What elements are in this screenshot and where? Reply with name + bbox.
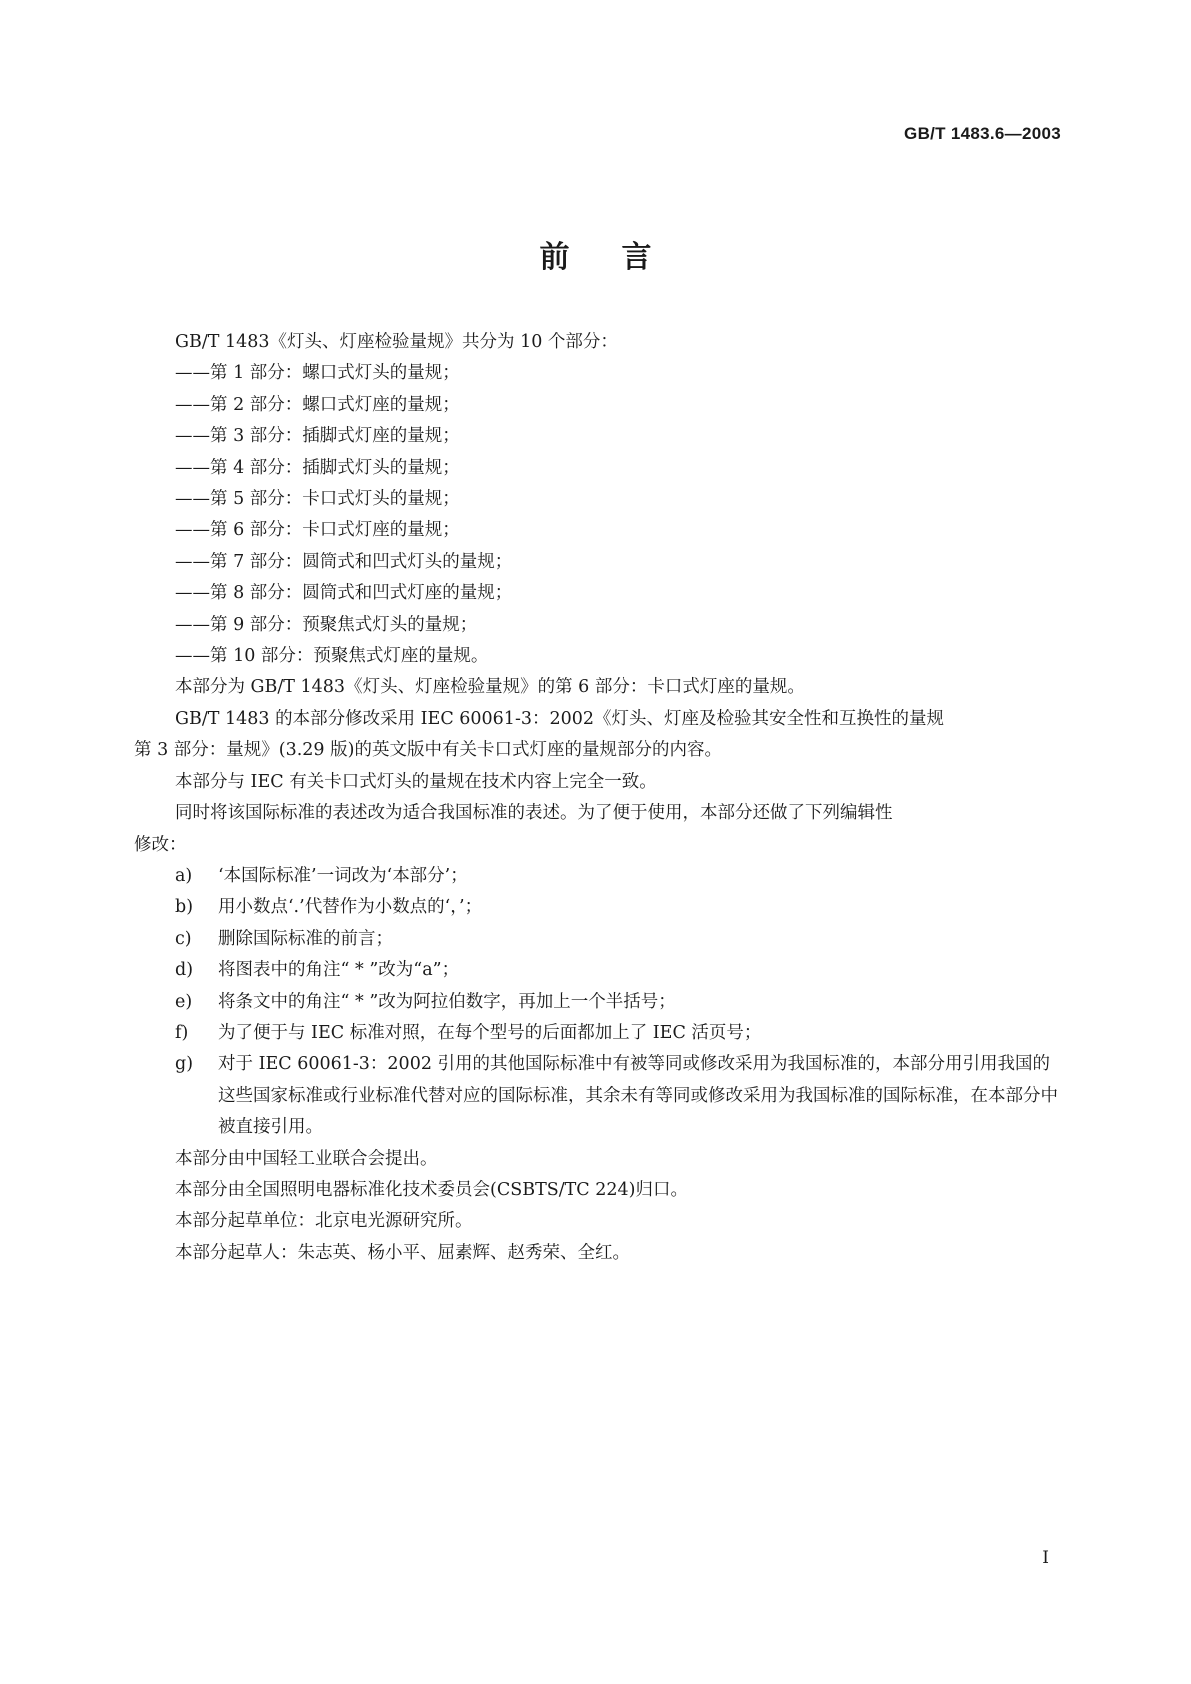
edit-item-marker: e)	[175, 991, 193, 1012]
edit-item-text: 为了便于与 IEC 标准对照，在每个型号的后面都加上了 IEC 活页号；	[218, 1022, 762, 1043]
part-item: ——第 3 部分：插脚式灯座的量规；	[175, 426, 460, 447]
edit-item-marker: b)	[175, 897, 194, 918]
edit-item-marker: d)	[175, 960, 194, 981]
edit-item	[134, 955, 1062, 986]
part-item: ——第 9 部分：预聚焦式灯头的量规；	[175, 614, 478, 635]
page-title: 前言	[539, 240, 704, 275]
drafters-paragraph: 本部分起草人：朱志英、杨小平、屈素辉、赵秀荣、全红。	[175, 1242, 630, 1263]
proposed-paragraph: 本部分由中国轻工业联合会提出。	[175, 1148, 438, 1169]
this-part-paragraph: 本部分为 GB/T 1483《灯头、灯座检验量规》的第 6 部分：卡口式灯座的量规。	[175, 677, 805, 698]
part-item: ——第 5 部分：卡口式灯头的量规；	[175, 489, 460, 510]
edit-item	[134, 861, 1062, 892]
adoption-paragraph-line1: GB/T 1483 的本部分修改采用 IEC 60061-3：2002《灯头、灯座及检验其安全性和互换性的量规	[175, 708, 945, 729]
part-item: ——第 4 部分：插脚式灯头的量规；	[175, 457, 460, 478]
centralized-paragraph: 本部分由全国照明电器标准化技术委员会(CSBTS/TC 224)归口。	[175, 1179, 688, 1200]
adoption-paragraph-line2: 第 3 部分：量规》(3.29 版)的英文版中有关卡口式灯座的量规部分的内容。	[134, 740, 722, 761]
part-item: ——第 6 部分：卡口式灯座的量规；	[175, 520, 460, 541]
edit-item	[134, 1018, 1062, 1049]
intro-paragraph: GB/T 1483《灯头、灯座检验量规》共分为 10 个部分：	[175, 332, 618, 352]
edit-item-text: 将图表中的角注“ * ”改为“a”；	[218, 960, 460, 981]
consistency-paragraph: 本部分与 IEC 有关卡口式灯头的量规在技术内容上完全一致。	[175, 771, 657, 792]
edit-item-marker: g)	[175, 1054, 194, 1075]
edit-item-text: 将条文中的角注“ * ”改为阿拉伯数字，再加上一个半括号；	[218, 991, 676, 1012]
edit-item-text: 对于 IEC 60061-3：2002 引用的其他国际标准中有被等同或修改采用为我国标准的，本部分用引用我国的这些国家标准或行业标准代替对应的国际标准，其余未有等同或修改采用为我国标准的国际标准，在本部分中被直接引用。	[218, 1054, 1058, 1138]
part-item: ——第 2 部分：螺口式灯座的量规；	[175, 394, 460, 415]
edit-item	[134, 987, 1062, 1018]
changes-paragraph-line1: 同时将该国际标准的表述改为适合我国标准的表述。为了便于使用，本部分还做了下列编辑性	[175, 803, 893, 824]
edit-item-text: 用小数点‘.’代替作为小数点的‘，’；	[218, 897, 483, 918]
part-item: ——第 1 部分：螺口式灯头的量规；	[175, 363, 460, 384]
part-item: ——第 8 部分：圆筒式和凹式灯座的量规；	[175, 583, 513, 604]
part-item: ——第 7 部分：圆筒式和凹式灯头的量规；	[175, 551, 513, 572]
edit-item	[134, 1049, 1062, 1143]
edit-item-marker: a)	[175, 865, 193, 886]
drafting-unit-paragraph: 本部分起草单位：北京电光源研究所。	[175, 1211, 473, 1232]
edit-item-marker: f)	[175, 1022, 189, 1043]
edit-item	[134, 892, 1062, 923]
edit-item-text: 删除国际标准的前言；	[218, 928, 393, 949]
changes-paragraph-line2: 修改：	[134, 834, 187, 855]
page-number: I	[1042, 1548, 1049, 1568]
document-body	[134, 327, 1062, 1269]
edit-item	[134, 924, 1062, 955]
standard-code: GB/T 1483.6—2003	[904, 124, 1061, 143]
edit-item-marker: c)	[175, 928, 192, 949]
edit-item-text: ‘本国际标准’一词改为‘本部分’；	[218, 865, 468, 886]
part-item: ——第 10 部分：预聚焦式灯座的量规。	[175, 646, 489, 667]
